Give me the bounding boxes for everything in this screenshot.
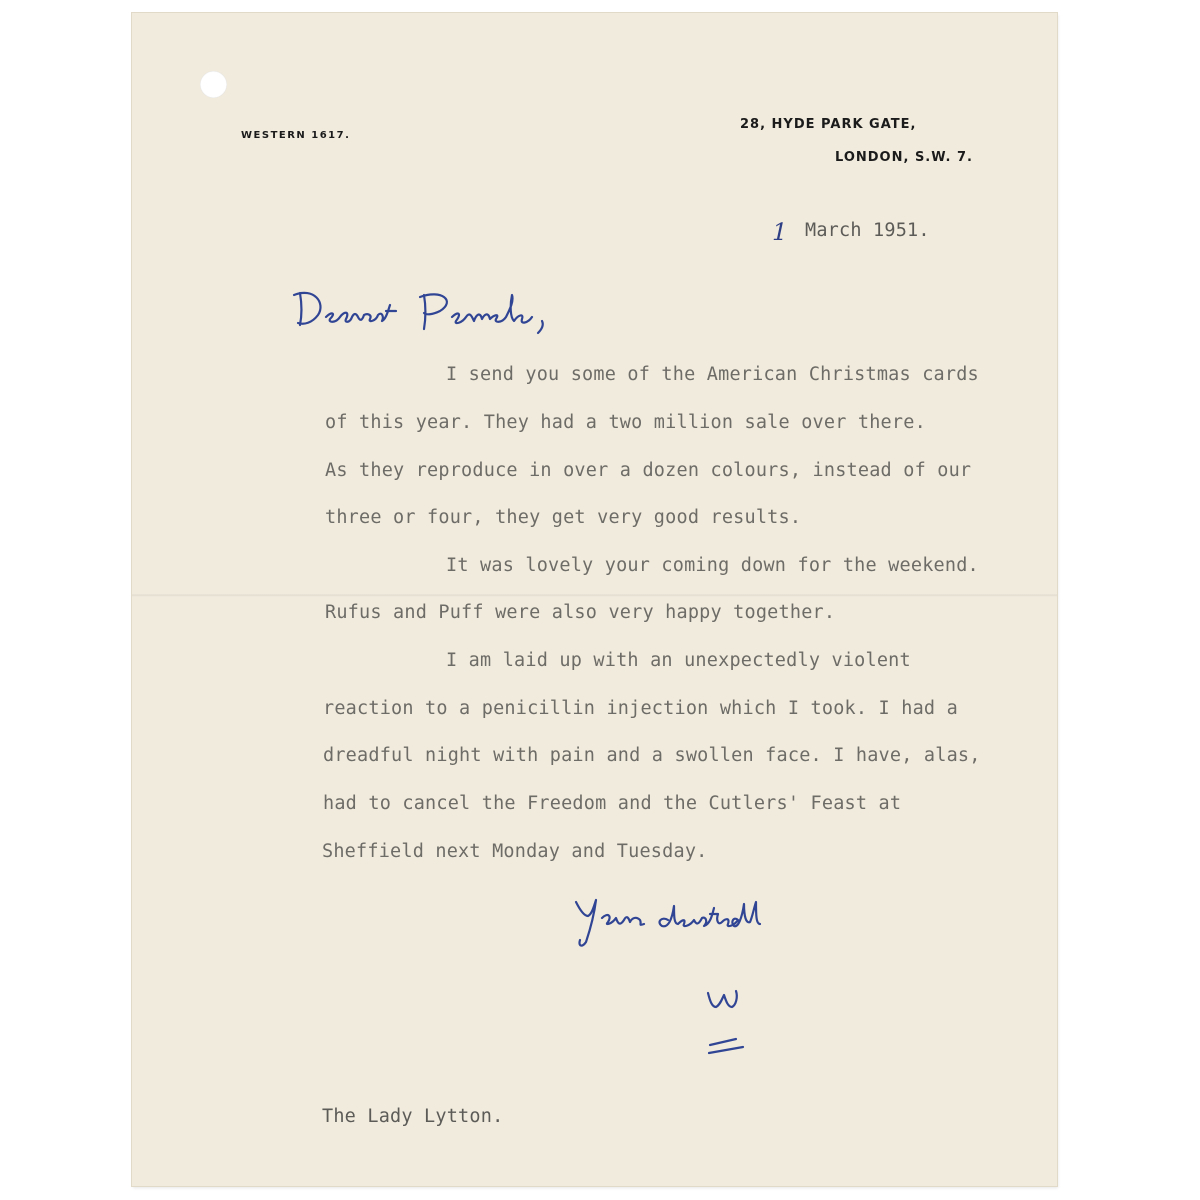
body-line: reaction to a penicillin injection which I took. I had a (323, 698, 958, 719)
body-line: Rufus and Puff were also very happy together. (325, 602, 836, 623)
body-line: dreadful night with pain and a swollen face. I have, alas, (323, 745, 981, 766)
recipient-line: The Lady Lytton. (322, 1106, 504, 1127)
body-line: of this year. They had a two million sale over there. (325, 412, 926, 433)
body-line: I am laid up with an unexpectedly violent (446, 650, 911, 671)
body-line: It was lovely your coming down for the weekend. (446, 555, 979, 576)
letter-page (132, 13, 1057, 1186)
body-line: I send you some of the American Christmas cards (446, 364, 979, 385)
signature-underline (707, 1043, 747, 1057)
date-typed: March 1951. (805, 220, 930, 241)
letterhead-address-line1: 28, HYDE PARK GATE, (740, 117, 917, 132)
date-day-handwritten: 1 (769, 218, 791, 246)
salutation-handwriting (292, 281, 572, 341)
signature-handwriting (700, 981, 760, 1041)
body-line: As they reproduce in over a dozen colours, instead of our (325, 460, 972, 481)
body-line: had to cancel the Freedom and the Cutlers' Feast at (323, 793, 902, 814)
paper-fold-line (132, 594, 1057, 597)
letterhead-address-line2: LONDON, S.W. 7. (835, 150, 973, 165)
punch-hole (200, 71, 227, 98)
body-line: Sheffield next Monday and Tuesday. (322, 841, 708, 862)
letterhead-phone: WESTERN 1617. (241, 130, 351, 141)
body-line: three or four, they get very good results. (325, 507, 802, 528)
closing-handwriting (570, 888, 800, 958)
